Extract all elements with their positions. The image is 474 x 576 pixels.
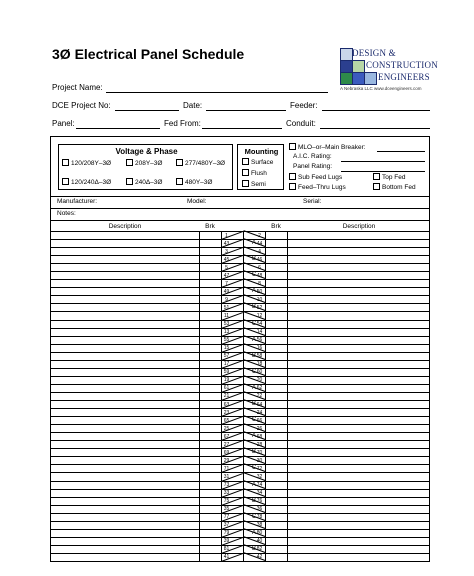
- description-cell-left[interactable]: [51, 344, 199, 352]
- mounting-option[interactable]: Surface: [242, 158, 273, 166]
- description-cell-right[interactable]: [287, 303, 429, 311]
- description-cell-right[interactable]: [287, 537, 429, 545]
- circuit-table: [51, 231, 429, 561]
- description-cell-left[interactable]: [51, 472, 199, 480]
- phase-label: C: [251, 272, 257, 279]
- description-cell-right[interactable]: [287, 521, 429, 529]
- phase-label: A: [251, 288, 256, 295]
- circuit-number-left: 75: [223, 498, 230, 505]
- circuit-number-left: 69: [223, 449, 230, 456]
- description-cell-right[interactable]: [287, 440, 429, 448]
- panel-rating-field[interactable]: [341, 171, 425, 172]
- circuit-number-left: 33: [223, 490, 230, 497]
- feeder-field[interactable]: [322, 110, 430, 111]
- description-cell-right[interactable]: [287, 271, 429, 279]
- divider: [51, 208, 429, 209]
- description-cell-right[interactable]: [287, 456, 429, 464]
- description-cell-right[interactable]: [287, 481, 429, 489]
- aic-rating-label: A.I.C. Rating:: [293, 153, 332, 160]
- circuit-number-left: 59: [223, 369, 230, 376]
- divider: [51, 196, 429, 197]
- description-cell-right[interactable]: [287, 376, 429, 384]
- circuit-number-left: 35: [223, 506, 230, 513]
- mounting-heading: Mounting: [244, 147, 279, 156]
- description-cell-left[interactable]: [51, 247, 199, 255]
- bottom-fed-option[interactable]: Bottom Fed: [373, 183, 416, 191]
- circuit-number-left: 23: [223, 409, 230, 416]
- circuit-number-right: 30: [256, 457, 263, 464]
- circuit-number-left: 9: [225, 296, 228, 303]
- circuit-number-right: 12: [256, 312, 263, 319]
- circuit-number-left: 11: [223, 312, 230, 319]
- circuit-number-left: 47: [223, 272, 230, 279]
- checkbox[interactable]: [242, 169, 249, 176]
- serial-label: Serial:: [303, 198, 322, 205]
- checkbox[interactable]: [289, 183, 296, 190]
- conduit-label: Conduit:: [286, 119, 316, 128]
- description-cell-left[interactable]: [51, 553, 199, 561]
- circuit-number-left: 45: [223, 256, 230, 263]
- circuit-number-left: 27: [223, 441, 230, 448]
- circuit-number-right: 18: [256, 361, 263, 368]
- description-cell-right[interactable]: [287, 352, 429, 360]
- schedule-frame: [50, 136, 430, 562]
- phase-label: C: [251, 320, 257, 327]
- description-cell-left[interactable]: [51, 263, 199, 271]
- panel-rating-label: Panel Rating:: [293, 163, 333, 170]
- description-cell-right[interactable]: [287, 545, 429, 553]
- circuit-number-right: 72: [256, 465, 263, 472]
- phase-label: A: [251, 481, 256, 488]
- description-cell-left[interactable]: [51, 497, 199, 505]
- description-cell-right[interactable]: [287, 344, 429, 352]
- fed-from-label: Fed From:: [164, 119, 201, 128]
- description-cell-left[interactable]: [51, 311, 199, 319]
- phase-label: A: [251, 384, 256, 391]
- voltage-heading: Voltage & Phase: [115, 147, 178, 156]
- circuit-number-left: 31: [223, 473, 230, 480]
- circuit-number-right: 56: [256, 337, 263, 344]
- checkbox[interactable]: [373, 173, 380, 180]
- phase-label: B: [251, 545, 256, 552]
- circuit-number-right: 20: [256, 377, 263, 384]
- checkbox[interactable]: [176, 178, 183, 185]
- mounting-box: [237, 144, 284, 190]
- circuit-number-right: 48: [256, 272, 263, 279]
- description-cell-left[interactable]: [51, 376, 199, 384]
- circuit-number-left: 39: [223, 538, 230, 545]
- phase-label: B: [251, 304, 256, 311]
- column-header-brk-left: Brk: [205, 223, 215, 230]
- mlo-field[interactable]: [377, 151, 425, 152]
- description-cell-right[interactable]: [287, 497, 429, 505]
- description-cell-left[interactable]: [51, 537, 199, 545]
- description-cell-right[interactable]: [287, 464, 429, 472]
- circuit-number-left: 13: [223, 329, 230, 336]
- checkbox[interactable]: [242, 180, 249, 187]
- page-title: 3Ø Electrical Panel Schedule: [52, 46, 245, 62]
- phase-label: A: [251, 529, 256, 536]
- description-cell-right[interactable]: [287, 247, 429, 255]
- description-cell-left[interactable]: [51, 489, 199, 497]
- circuit-number-left: 57: [223, 353, 230, 360]
- voltage-option[interactable]: 120/240Δ–3Ø: [62, 178, 111, 186]
- circuit-number-left: 5: [225, 264, 228, 271]
- panel-field[interactable]: [76, 128, 160, 129]
- voltage-option[interactable]: 120/208Y–3Ø: [62, 159, 111, 167]
- description-cell-left[interactable]: [51, 400, 199, 408]
- phase-label: B: [251, 449, 256, 456]
- description-cell-right[interactable]: [287, 239, 429, 247]
- description-cell-right[interactable]: [287, 505, 429, 513]
- circuit-number-left: 77: [223, 514, 230, 521]
- description-cell-right[interactable]: [287, 424, 429, 432]
- description-cell-right[interactable]: [287, 320, 429, 328]
- circuit-number-right: 40: [256, 538, 263, 545]
- circuit-number-right: 16: [256, 345, 263, 352]
- column-divider: [199, 231, 200, 561]
- description-cell-left[interactable]: [51, 505, 199, 513]
- description-cell-right[interactable]: [287, 392, 429, 400]
- logo-square: [364, 72, 377, 85]
- circuit-number-left: 49: [223, 288, 230, 295]
- logo-line-2: CONSTRUCTION: [366, 60, 438, 70]
- circuit-number-right: 74: [256, 482, 263, 488]
- voltage-option[interactable]: 240Δ–3Ø: [126, 178, 162, 186]
- description-cell-left[interactable]: [51, 440, 199, 448]
- circuit-number-right: 38: [256, 522, 263, 529]
- phase-label: B: [251, 401, 256, 408]
- description-cell-right[interactable]: [287, 263, 429, 271]
- description-cell-left[interactable]: [51, 448, 199, 456]
- description-cell-left[interactable]: [51, 481, 199, 489]
- circuit-number-right: 80: [256, 530, 263, 537]
- circuit-number-left: 81: [223, 546, 230, 553]
- circuit-number-right: 8: [258, 280, 261, 287]
- circuit-number-right: 52: [256, 304, 263, 311]
- circuit-number-right: 22: [256, 393, 263, 400]
- circuit-number-left: 65: [223, 417, 230, 424]
- voltage-option[interactable]: 277/480Y–3Ø: [176, 159, 225, 167]
- circuit-number-left: 63: [223, 401, 230, 408]
- description-cell-right[interactable]: [287, 295, 429, 303]
- circuit-number-right: 26: [256, 425, 263, 432]
- checkbox[interactable]: [126, 178, 133, 185]
- description-cell-right[interactable]: [287, 416, 429, 424]
- circuit-number-left: 51: [223, 304, 230, 311]
- phase-label: B: [251, 352, 256, 359]
- mlo-option[interactable]: MLO–or–Main Breaker:: [289, 143, 366, 151]
- description-cell-left[interactable]: [51, 384, 199, 392]
- circuit-number-left: 3: [225, 248, 228, 255]
- description-cell-right[interactable]: [287, 368, 429, 376]
- checkbox[interactable]: [289, 173, 296, 180]
- description-cell-left[interactable]: [51, 432, 199, 440]
- description-cell-left[interactable]: [51, 295, 199, 303]
- description-cell-left[interactable]: [51, 424, 199, 432]
- description-cell-left[interactable]: [51, 328, 199, 336]
- description-cell-left[interactable]: [51, 545, 199, 553]
- circuit-number-left: 53: [223, 321, 230, 328]
- voltage-option[interactable]: 480Y–3Ø: [176, 178, 212, 186]
- description-cell-right[interactable]: [287, 311, 429, 319]
- description-cell-left[interactable]: [51, 320, 199, 328]
- circuit-number-right: 46: [256, 256, 263, 263]
- phase-label: B: [251, 256, 256, 263]
- voltage-phase-box: [58, 144, 233, 190]
- description-cell-left[interactable]: [51, 255, 199, 263]
- circuit-number-right: 6: [258, 264, 261, 271]
- description-cell-left[interactable]: [51, 303, 199, 311]
- description-cell-right[interactable]: [287, 279, 429, 287]
- fed-from-field[interactable]: [202, 128, 282, 129]
- description-cell-right[interactable]: [287, 360, 429, 368]
- circuit-number-right: 14: [256, 329, 263, 336]
- circuit-number-right: 50: [256, 288, 263, 295]
- date-field[interactable]: [206, 110, 286, 111]
- notes-label: Notes:: [57, 210, 76, 217]
- mounting-option[interactable]: Semi: [242, 180, 266, 188]
- description-cell-left[interactable]: [51, 529, 199, 537]
- dce-project-field[interactable]: [115, 110, 179, 111]
- top-fed-option[interactable]: Top Fed: [373, 173, 406, 181]
- circuit-number-right: 34: [256, 490, 263, 497]
- circuit-number-left: 73: [223, 482, 230, 488]
- phase-label: B: [251, 497, 256, 504]
- description-cell-right[interactable]: [287, 336, 429, 344]
- circuit-number-right: 32: [256, 473, 263, 480]
- description-cell-left[interactable]: [51, 456, 199, 464]
- circuit-number-right: 24: [256, 409, 263, 416]
- circuit-number-left: 25: [223, 425, 230, 432]
- circuit-number-left: 79: [223, 530, 230, 537]
- description-cell-right[interactable]: [287, 432, 429, 440]
- description-cell-right[interactable]: [287, 489, 429, 497]
- description-cell-right[interactable]: [287, 328, 429, 336]
- circuit-number-right: 58: [256, 353, 263, 360]
- column-header-description-right: Description: [342, 223, 376, 230]
- description-cell-right[interactable]: [287, 231, 429, 239]
- description-cell-left[interactable]: [51, 392, 199, 400]
- column-header-brk-right: Brk: [271, 223, 281, 230]
- description-cell-left[interactable]: [51, 368, 199, 376]
- manufacturer-label: Manufacturer:: [57, 198, 98, 205]
- company-logo: [338, 46, 444, 94]
- circuit-number-right: 66: [256, 417, 263, 424]
- voltage-option[interactable]: 208Y–3Ø: [126, 159, 162, 167]
- circuit-number-left: 1: [225, 232, 228, 239]
- checkbox[interactable]: [126, 159, 133, 166]
- circuit-number-left: 67: [223, 433, 230, 440]
- circuit-number-right: 10: [256, 296, 263, 303]
- description-cell-left[interactable]: [51, 464, 199, 472]
- logo-line-1: DESIGN &: [352, 48, 396, 58]
- description-cell-left[interactable]: [51, 239, 199, 247]
- circuit-number-left: 37: [223, 522, 230, 529]
- logo-line-3: ENGINEERS: [378, 72, 430, 82]
- circuit-number-left: 71: [223, 465, 230, 472]
- description-cell-right[interactable]: [287, 472, 429, 480]
- circuit-number-right: 78: [256, 514, 263, 521]
- circuit-number-right: 2: [258, 232, 261, 239]
- description-cell-right[interactable]: [287, 400, 429, 408]
- circuit-number-right: 62: [256, 385, 263, 392]
- description-cell-left[interactable]: [51, 352, 199, 360]
- circuit-number-right: 44: [256, 240, 263, 247]
- description-cell-left[interactable]: [51, 231, 199, 239]
- description-cell-left[interactable]: [51, 336, 199, 344]
- phase-label: A: [251, 240, 256, 247]
- description-cell-right[interactable]: [287, 553, 429, 561]
- circuit-number-left: 41: [223, 554, 230, 561]
- checkbox[interactable]: [62, 178, 69, 185]
- phase-label: A: [251, 336, 256, 343]
- circuit-number-left: 29: [223, 457, 230, 464]
- circuit-number-right: 68: [256, 433, 263, 440]
- circuit-number-right: 82: [256, 546, 263, 553]
- mounting-option[interactable]: Flush: [242, 169, 267, 177]
- circuit-number-right: 76: [256, 498, 263, 505]
- description-cell-right[interactable]: [287, 384, 429, 392]
- divider: [51, 220, 429, 221]
- description-cell-left[interactable]: [51, 513, 199, 521]
- date-label: Date:: [183, 101, 203, 110]
- description-cell-left[interactable]: [51, 279, 199, 287]
- phase-label: C: [251, 368, 257, 375]
- checkbox[interactable]: [62, 159, 69, 166]
- circuit-number-right: 28: [256, 441, 263, 448]
- checkbox[interactable]: [242, 158, 249, 165]
- description-cell-right[interactable]: [287, 529, 429, 537]
- phase-label: C: [251, 417, 257, 424]
- model-label: Model:: [187, 198, 207, 205]
- checkbox[interactable]: [373, 183, 380, 190]
- circuit-number-left: 61: [223, 385, 230, 392]
- circuit-number-right: 54: [256, 321, 263, 328]
- description-cell-right[interactable]: [287, 255, 429, 263]
- dce-project-label: DCE Project No:: [52, 101, 111, 110]
- description-cell-left[interactable]: [51, 521, 199, 529]
- circuit-number-right: 42: [256, 554, 263, 561]
- phase-label: C: [251, 513, 257, 520]
- description-cell-left[interactable]: [51, 408, 199, 416]
- description-cell-right[interactable]: [287, 287, 429, 295]
- circuit-number-left: 15: [223, 345, 230, 352]
- circuit-number-left: 7: [225, 280, 228, 287]
- phase-label: C: [251, 465, 257, 472]
- feed-thru-option[interactable]: Feed–Thru Lugs: [289, 183, 346, 191]
- circuit-number-left: 21: [223, 393, 230, 400]
- conduit-field[interactable]: [320, 128, 430, 129]
- circuit-number-left: 17: [223, 361, 230, 368]
- aic-rating-field[interactable]: [341, 161, 425, 162]
- description-cell-right[interactable]: [287, 448, 429, 456]
- circuit-number-right: 64: [256, 401, 263, 408]
- project-name-field[interactable]: [106, 92, 328, 93]
- circuit-number-left: 43: [223, 240, 230, 247]
- description-cell-right[interactable]: [287, 408, 429, 416]
- description-cell-left[interactable]: [51, 271, 199, 279]
- circuit-number-left: 19: [223, 377, 230, 384]
- sub-feed-option[interactable]: Sub Feed Lugs: [289, 173, 342, 181]
- circuit-number-right: 60: [256, 369, 263, 376]
- circuit-number-right: 70: [256, 449, 263, 456]
- checkbox[interactable]: [289, 143, 296, 150]
- logo-tagline: A Nebraska LLC www.dceengineers.com: [340, 86, 422, 91]
- project-name-label: Project Name:: [52, 83, 103, 92]
- description-cell-left[interactable]: [51, 416, 199, 424]
- phase-label: A: [251, 433, 256, 440]
- circuit-number-right: 36: [256, 506, 263, 513]
- circuit-number-left: 55: [223, 337, 230, 344]
- circuit-number-right: 4: [258, 248, 261, 255]
- column-header-description-left: Description: [108, 223, 142, 230]
- description-cell-left[interactable]: [51, 360, 199, 368]
- description-cell-right[interactable]: [287, 513, 429, 521]
- description-cell-left[interactable]: [51, 287, 199, 295]
- checkbox[interactable]: [176, 159, 183, 166]
- feeder-label: Feeder:: [290, 101, 318, 110]
- panel-label: Panel:: [52, 119, 75, 128]
